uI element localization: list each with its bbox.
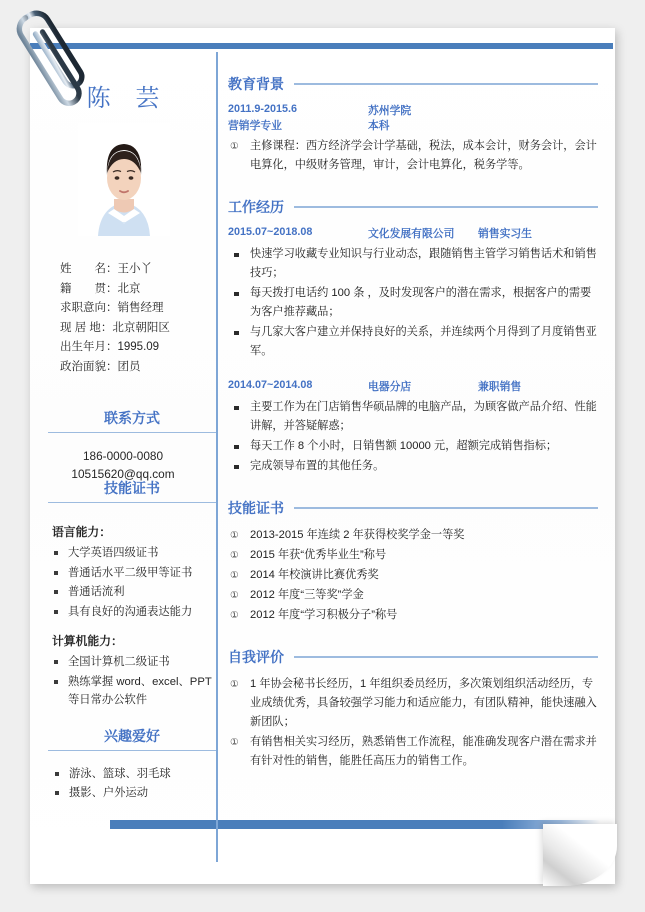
certificates-heading (48, 478, 216, 503)
spacer (228, 480, 598, 498)
job-entry (228, 379, 598, 476)
list-item: 全国计算机二级证书 (52, 653, 217, 672)
info-label: 籍 贯 (60, 282, 106, 295)
self-evaluation-section (228, 647, 598, 771)
certificates-heading (228, 498, 598, 518)
job-period: 2014.07~2014.08 (228, 379, 313, 391)
education-detail-list (228, 137, 598, 175)
education-meta-row-2 (228, 118, 598, 133)
education-period: 2011.9-2015.6 (228, 103, 298, 115)
info-value: 销售经理 (117, 302, 164, 314)
education-school: 苏州学院 (368, 105, 412, 117)
hobby-heading (48, 726, 216, 751)
certificate-text: 2013-2015 年连续 2 年获得校奖学金一等奖 (250, 529, 465, 541)
certificates-list (228, 526, 598, 625)
list-item: 摄影、户外运动 (53, 784, 207, 803)
job-period: 2015.07~2018.08 (228, 226, 313, 238)
personal-info-list (60, 260, 220, 377)
spacer (228, 629, 598, 647)
list-item (228, 526, 598, 545)
contact-section (39, 408, 207, 483)
left-certificates-heading-wrap (39, 478, 207, 503)
list-item: 熟练掌握 word、excel、PPT 等日常办公软件 (52, 673, 217, 710)
education-meta-row (228, 103, 598, 118)
list-item: 游泳、篮球、羽毛球 (53, 765, 207, 784)
paper-sheet (30, 28, 615, 884)
spacer (228, 667, 598, 675)
list-item (228, 566, 598, 585)
work-heading-text: 工作经历 (228, 199, 284, 215)
certificates-heading-text: 技能证书 (104, 480, 160, 496)
job-company: 文化发展有限公司 (368, 228, 455, 240)
self-evaluation-heading-text: 自我评价 (228, 649, 284, 665)
info-label: 出生年月 (60, 341, 106, 353)
certificates-section (228, 498, 598, 625)
computer-skills-list (52, 653, 217, 710)
column-divider (216, 52, 218, 862)
list-item (228, 606, 598, 625)
hobby-list (53, 765, 207, 803)
list-item: 具有良好的沟通表达能力 (52, 603, 217, 622)
heading-rule (294, 83, 598, 84)
heading-rule (48, 750, 216, 751)
email-address: 10515620@qq.com (71, 467, 175, 482)
hobby-section (39, 726, 207, 803)
certificate-text: 2014 年校演讲比赛优秀奖 (250, 569, 379, 581)
job-meta-row (228, 226, 598, 241)
list-item: 普通话水平二级甲等证书 (52, 564, 217, 583)
list-item (228, 586, 598, 605)
language-skills-title: 语言能力： (52, 525, 111, 539)
contact-heading (48, 408, 216, 433)
list-item (228, 675, 598, 732)
list-item: 主要工作为在门店销售华硕品牌的电脑产品，为顾客做产品介绍、性能讲解，并答疑解惑； (228, 398, 598, 436)
info-label: 姓 名 (60, 263, 106, 275)
job-duties-list (228, 398, 598, 476)
job-role: 兼职销售 (478, 381, 522, 393)
hobby-heading-text: 兴趣爱好 (104, 728, 160, 744)
list-item (228, 546, 598, 565)
list-item: 完成领导布置的其他任务。 (228, 457, 598, 476)
list-item: 普通话流利 (52, 583, 217, 602)
candidate-name: 陈 芸 (86, 85, 169, 112)
spacer (228, 518, 598, 526)
paperclip-icon (8, 2, 98, 122)
job-company: 电器分店 (368, 381, 412, 393)
language-skills-list (52, 544, 217, 621)
heading-rule (294, 206, 598, 207)
info-row: 籍 贯：北京 (60, 280, 220, 300)
list-item: 大学英语四级证书 (52, 544, 217, 563)
self-evaluation-list (228, 675, 598, 771)
heading-rule (294, 656, 598, 657)
avatar (78, 123, 170, 236)
certificates-heading-text: 技能证书 (228, 500, 284, 516)
circled-marker-icon: ① (230, 679, 239, 690)
list-item: 与几家大客户建立并保持良好的关系，并连续两个月得到了月度销售亚军。 (228, 323, 598, 361)
list-item (228, 733, 598, 771)
circled-marker-icon: ① (230, 550, 239, 561)
circled-marker-icon: ① (230, 737, 239, 748)
certificate-text: 2012 年度“三等奖”学金 (250, 589, 364, 601)
info-row: 姓 名：王小丫 (60, 260, 220, 280)
phone-number: 186-0000-0080 (82, 449, 164, 464)
info-row: 出生年月：1995.09 (60, 338, 220, 358)
certificate-text: 2012 年度“学习积极分子”称号 (250, 609, 398, 621)
work-section (228, 197, 598, 476)
heading-rule (48, 502, 216, 503)
spacer (52, 622, 217, 632)
info-value: 团员 (117, 360, 141, 373)
skills-section (52, 523, 217, 711)
right-column (228, 74, 598, 775)
education-major: 营销学专业 (228, 120, 282, 132)
list-item: 快速学习收藏专业知识与行业动态，跟随销售主管学习销售话术和销售技巧； (228, 245, 598, 283)
job-meta-row (228, 379, 598, 394)
heading-rule (48, 432, 216, 433)
work-heading (228, 197, 598, 217)
job-entry (228, 226, 598, 361)
info-label: 现 居 地 (60, 321, 101, 334)
self-evaluation-text: 1 年协会秘书长经历，1 年组织委员经历，多次策划组织活动经历，专业成绩优秀，具备较强学习能力和适应能力，有团队精神，能快速融入新团队； (250, 678, 597, 728)
info-label: 求职意向 (60, 302, 106, 314)
spacer (228, 179, 598, 197)
list-item (228, 137, 598, 175)
left-column (30, 28, 216, 884)
info-value: 1995.09 (117, 341, 160, 353)
certificate-text: 2015 年获“优秀毕业生”称号 (250, 549, 387, 561)
education-courses: 主修课程：西方经济学会计学基础，税法，成本会计，财务会计，会计电算化，中级财务管理，审计，会计电算化，税务学等。 (250, 140, 597, 171)
self-evaluation-text: 有销售相关实习经历，熟悉销售工作流程，能准确发现客户潜在需求并有针对性的销售，能胜任高压力的销售工作。 (250, 736, 597, 767)
list-item: 每天拨打电话约 100 条 ，及时发现客户的潜在需求，根据客户的需要为客户推荐藏品； (228, 284, 598, 322)
info-value: 北京 (117, 282, 141, 295)
info-row: 政治面貌：团员 (60, 358, 220, 378)
info-row: 现 居 地：北京朝阳区 (60, 319, 220, 339)
job-role: 销售实习生 (478, 228, 532, 240)
info-value: 北京朝阳区 (112, 321, 170, 334)
spacer (228, 362, 598, 370)
circled-marker-icon: ① (230, 570, 239, 581)
info-value: 王小丫 (117, 263, 152, 275)
contact-heading-text: 联系方式 (104, 410, 160, 426)
circled-marker-icon: ① (230, 141, 239, 152)
circled-marker-icon: ① (230, 610, 239, 621)
education-degree: 本科 (368, 120, 390, 132)
portrait-photo-icon (78, 123, 170, 236)
list-item: 每天工作 8 个小时，日销售额 10000 元，超额完成销售指标； (228, 437, 598, 456)
self-evaluation-heading (228, 647, 598, 667)
circled-marker-icon: ① (230, 590, 239, 601)
computer-skills-title: 计算机能力： (52, 634, 123, 648)
info-label: 政治面貌 (60, 360, 106, 373)
info-row: 求职意向：销售经理 (60, 299, 220, 319)
job-duties-list (228, 245, 598, 361)
education-heading (228, 74, 598, 94)
circled-marker-icon: ① (230, 530, 239, 541)
heading-rule (294, 507, 598, 508)
education-section (228, 74, 598, 175)
education-heading-text: 教育背景 (228, 76, 284, 92)
